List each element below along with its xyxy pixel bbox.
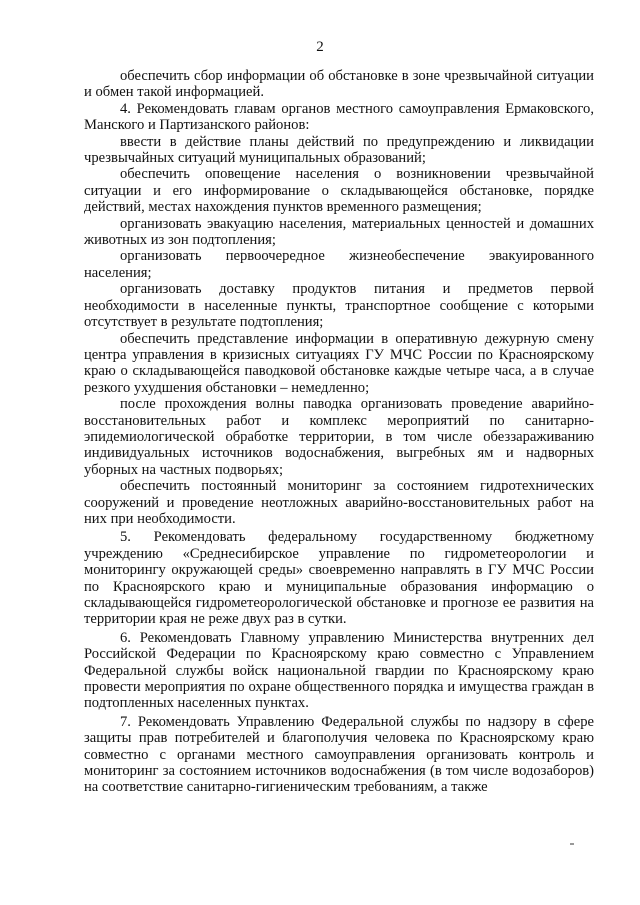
document-body (84, 68, 594, 796)
paragraph-reporting: обеспечить представление информации в оперативную дежурную смену центра управления в кризисных ситуациях ГУ МЧС России по Красноярскому краю о складывающейся паводковой обстановке каждые четыре часа, а в случае резкого ухудшения обстановки – немедленно; (84, 330, 594, 396)
paragraph-item-5: 5. Рекомендовать федеральному государственному бюджетному учреждению «Среднесибирское управление по гидрометеорологии и мониторингу окружающей среды» своевременно направлять в ГУ МЧС России по Красноярского краю и муниципальные образования информацию о складывающейся гидрометеорологической обстановке и прогнозе ее развития на территории края не реже двух раз в сутки. (84, 529, 594, 628)
paragraph-item-4: 4. Рекомендовать главам органов местного самоуправления Ермаковского, Манского и Партизанского районов: (84, 100, 594, 134)
paragraph-plans: ввести в действие планы действий по предупреждению и ликвидации чрезвычайных ситуаций муниципальных образований; (84, 133, 594, 167)
paragraph-food-delivery: организовать доставку продуктов питания и предметов первой необходимости в населенные пункты, транспортное сообщение с которыми отсутствует в результате подтопления; (84, 281, 594, 331)
paragraph-notification: обеспечить оповещение населения о возникновении чрезвычайной ситуации и его информирование о складывающейся обстановке, порядке действий, местах нахождения пунктов временного размещения; (84, 166, 594, 216)
page-number: 2 (316, 39, 324, 55)
paragraph-recovery-works: после прохождения волны паводка организовать проведение аварийно-восстановительных работ и комплекс мероприятий по санитарно-эпидемиологической обработке территории, в том числе обеззараживанию индивидуальных источников водоснабжения, выгребных ям и надворных уборных на частных подворьях; (84, 396, 594, 478)
paragraph-collect-info: обеспечить сбор информации об обстановке в зоне чрезвычайной ситуации и обмен такой информацией. (84, 68, 594, 101)
paragraph-monitoring: обеспечить постоянный мониторинг за состоянием гидротехнических сооружений и проведение неотложных аварийно-восстановительных работ на них при необходимости. (84, 478, 594, 527)
paragraph-item-7: 7. Рекомендовать Управлению Федеральной службы по надзору в сфере защиты прав потребителей и благополучия человека по Красноярскому краю совместно с органами местного самоуправления организовать контроль и мониторинг за состоянием источников водоснабжения (в том числе водозаборов) на соответствие санитарно-гигиеническим требованиям, а также (84, 713, 594, 796)
paragraph-evacuation: организовать эвакуацию населения, материальных ценностей и домашних животных из зон подтопления; (84, 215, 594, 249)
scan-mark (570, 843, 574, 845)
paragraph-life-support: организовать первоочередное жизнеобеспечение эвакуированного населения; (84, 248, 594, 281)
paragraph-item-6: 6. Рекомендовать Главному управлению Министерства внутренних дел Российской Федерации по Красноярскому краю совместно с Управлением Федеральной службы войск национальной гвардии по Красноярскому краю провести мероприятия по охране общественного порядка и имущества граждан в подтопленных населенных пунктах. (84, 629, 594, 712)
